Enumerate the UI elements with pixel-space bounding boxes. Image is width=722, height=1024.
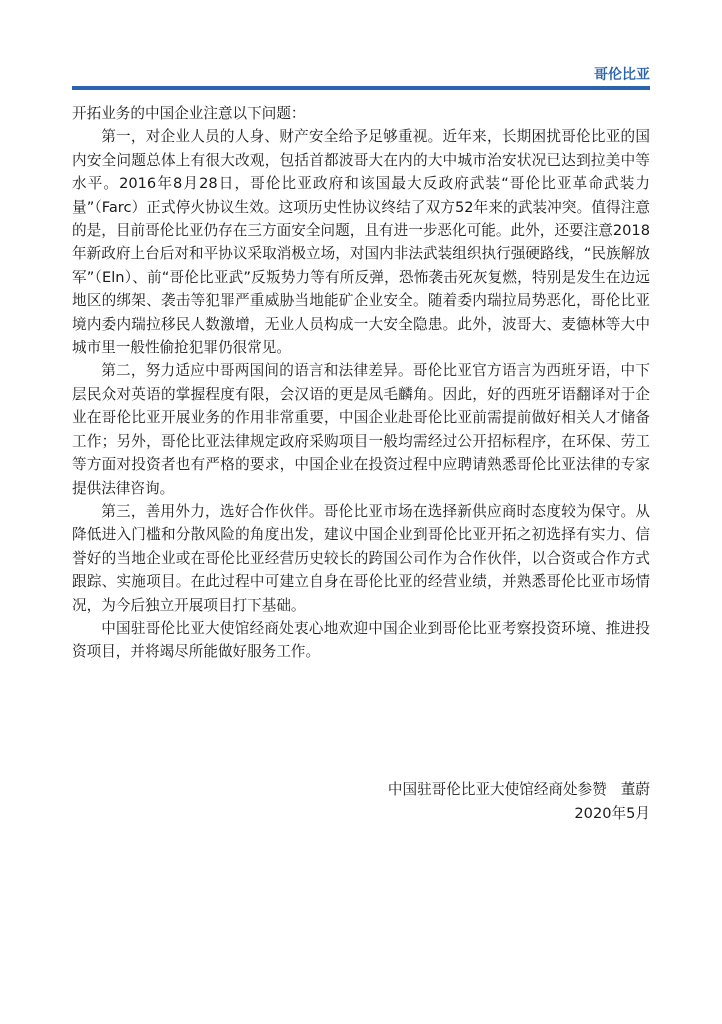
paragraph-language-law: 第二，努力适应中哥两国间的语言和法律差异。哥伦比亚官方语言为西班牙语，中下层民众对英语的掌握程度有限，会汉语的更是凤毛麟角。因此，好的西班牙语翻译对于企业在哥伦比亚开展业务的作用非常重要，中国企业赴哥伦比亚前需提前做好相关人才储备工作；另外，哥伦比亚法律规定政府采购项目一般均需经过公开招标程序，在环保、劳工等方面对投资者也有严格的要求，中国企业在投资过程中应聘请熟悉哥伦比亚法律的专家提供法律咨询。 [72, 362, 650, 497]
header-rule [72, 86, 650, 90]
signature-office: 中国驻哥伦比亚大使馆经商处参赞 [387, 781, 607, 798]
paragraph-security: 第一，对企业人员的人身、财产安全给予足够重视。近年来，长期困扰哥伦比亚的国内安全问题总体上有很大改观，包括首都波哥大在内的大中城市治安状况已达到拉美中等水平。2016年8月28日，哥伦比亚政府和该国最大反政府武装“哥伦比亚革命武装力量”（Farc）正式停火协议生效。这项历史性协议终结了双方52年来的武装冲突。值得注意的是，目前哥伦比亚仍存在三方面安全问题，且有进一步恶化可能。此外，还要注意2018年新政府上台后对和平协议采取消极立场，对国内非法武装组织执行强硬路线，“民族解放军”（Eln）、前“哥伦比亚武”反叛势力等有所反弹，恐怖袭击死灰复燃，特别是发生在边远地区的绑架、袭击等犯罪严重威胁当地能矿企业安全。随着委内瑞拉局势恶化，哥伦比亚境内委内瑞拉移民人数激增，无业人员构成一大安全隐患。此外，波哥大、麦德林等大中城市里一般性偷抢犯罪仍很常见。 [72, 128, 650, 357]
signature-name: 董蔚 [620, 781, 650, 798]
signature-block [388, 778, 650, 826]
paragraph-partners: 第三，善用外力，选好合作伙伴。哥伦比亚市场在选择新供应商时态度较为保守。从降低进入门槛和分散风险的角度出发，建议中国企业到哥伦比亚开拓之初选择有实力、信誉好的当地企业或在哥伦比亚经营历史较长的跨国公司作为合作伙伴，以合资或合作方式跟踪、实施项目。在此过程中可建立自身在哥伦比亚的经营业绩，并熟悉哥伦比亚市场情况，为今后独立开展项目打下基础。 [72, 502, 650, 614]
signature-line [388, 778, 650, 802]
page-header [72, 60, 650, 90]
signature-date: 2020年5月 [574, 805, 650, 822]
header-title: 哥伦比亚 [594, 67, 650, 83]
intro-line: 开拓业务的中国企业注意以下问题： [72, 105, 306, 122]
document-body [72, 102, 650, 664]
paragraph-welcome: 中国驻哥伦比亚大使馆经商处衷心地欢迎中国企业到哥伦比亚考察投资环境、推进投资项目，并将竭尽所能做好服务工作。 [72, 619, 650, 661]
